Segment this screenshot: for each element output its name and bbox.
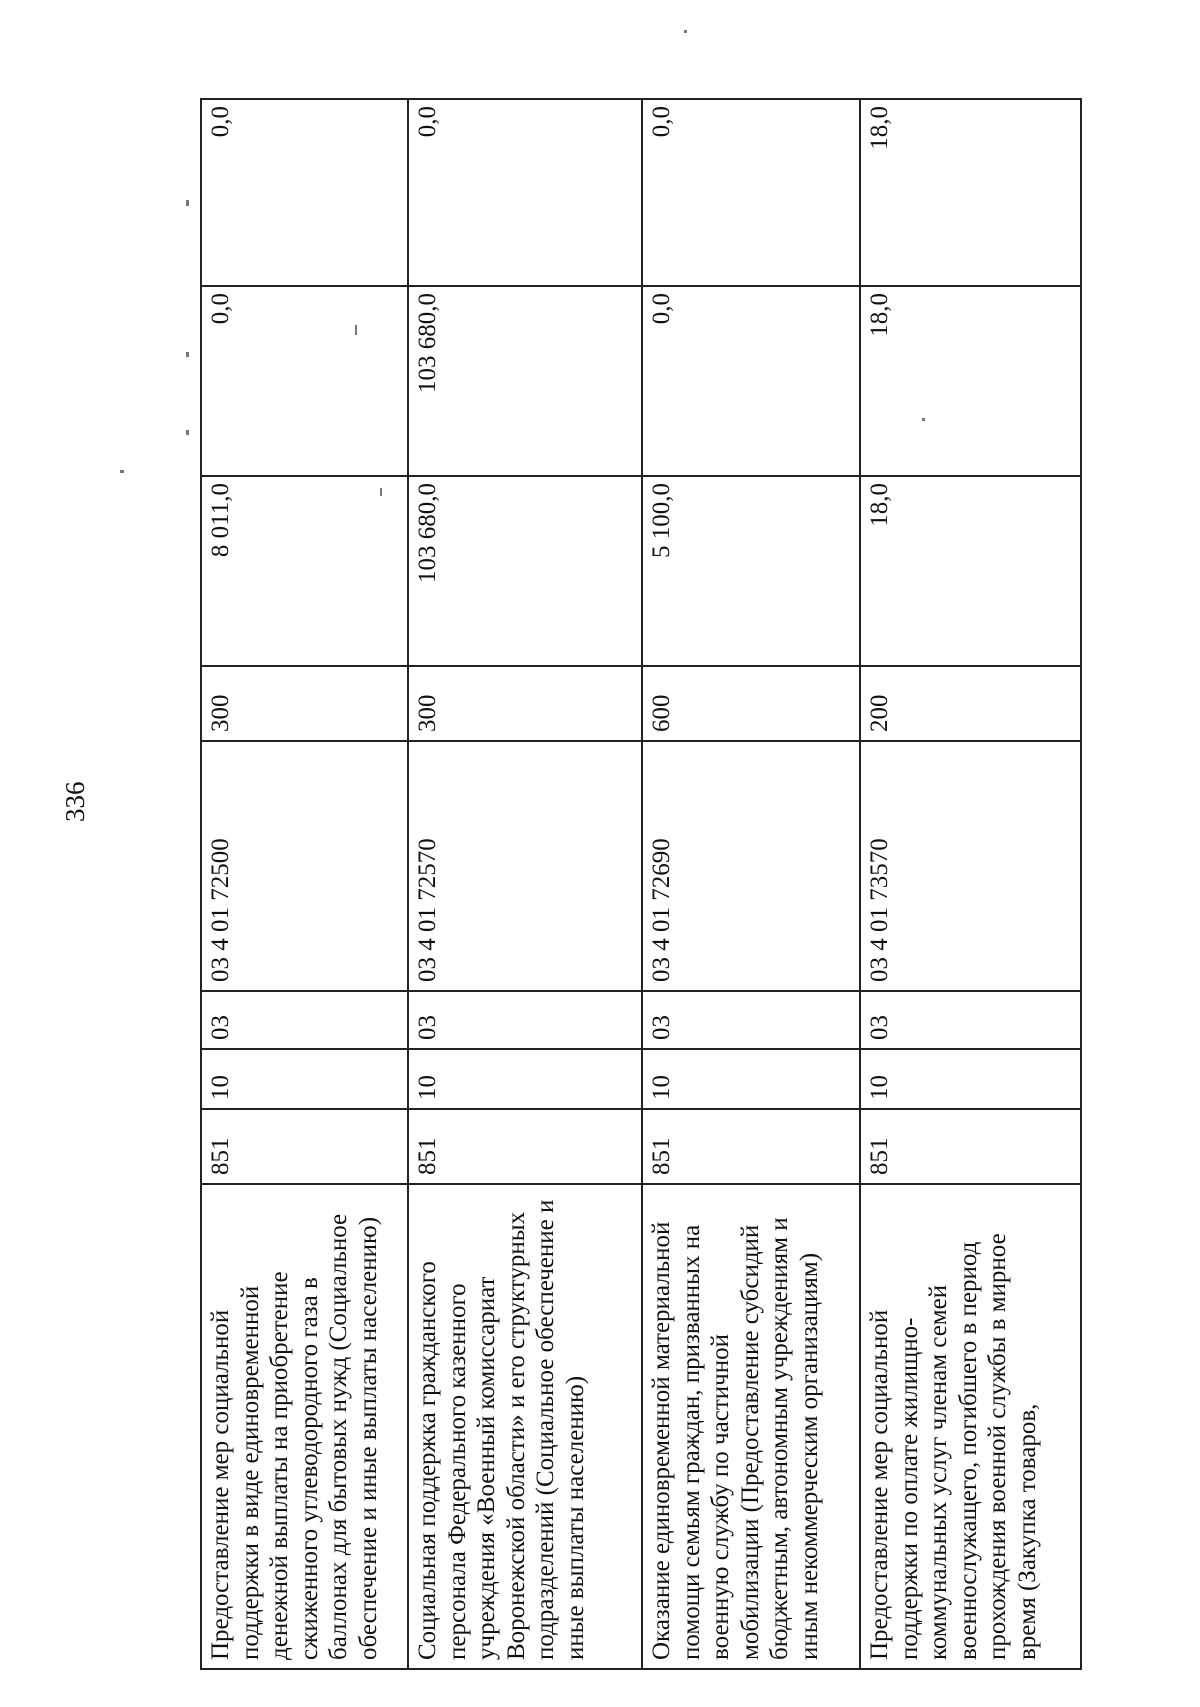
scan-speck [355, 325, 357, 335]
ministry-code: 851 [408, 1109, 642, 1184]
amount-1: 103 680,0 [408, 476, 642, 666]
expense-type-code: 200 [860, 666, 1081, 741]
section-code: 10 [201, 1049, 408, 1109]
amount-2: 103 680,0 [408, 286, 642, 476]
ministry-code: 851 [642, 1109, 860, 1184]
scan-speck [922, 418, 925, 421]
row-description: Оказание единовременной материальной помощи семьям граждан, призванных на военную службу по частичной мобилизации (Предоставление субсидий бюджетным, автономным учреждениям и иным некоммерческим организациям) [642, 1184, 860, 1669]
row-description: Предоставление мер социальной поддержки по оплате жилищно-коммунальных услуг членам семей военнослужащего, погибшего в период прохождения военной службы в мирное время (Закупка товаров, [860, 1184, 1081, 1669]
scan-speck [186, 352, 189, 357]
rotated-table-container [200, 100, 1080, 1670]
section-code: 10 [860, 1049, 1081, 1109]
target-article-code: 03 4 01 72690 [642, 741, 860, 991]
ministry-code: 851 [201, 1109, 408, 1184]
page-number: 336 [60, 781, 90, 822]
expense-type-code: 300 [201, 666, 408, 741]
amount-2: 18,0 [860, 286, 1081, 476]
amount-3: 0,0 [201, 99, 408, 286]
row-description: Предоставление мер социальной поддержки в виде единовременной денежной выплаты на приобретение сжиженного углеводородного газа в баллонах для бытовых нужд (Социальное обеспечение и иные выплаты населению) [201, 1184, 408, 1669]
budget-table [200, 98, 1082, 1670]
subsection-code: 03 [201, 991, 408, 1049]
row-description: Социальная поддержка гражданского персонала Федерального казенного учреждения «Военный комиссариат Воронежской области» и его структурных подразделений (Социальное обеспечение и иные выплаты населению) [408, 1184, 642, 1669]
section-code: 10 [642, 1049, 860, 1109]
table-row [642, 99, 860, 1669]
expense-type-code: 300 [408, 666, 642, 741]
ministry-code: 851 [860, 1109, 1081, 1184]
scan-speck [186, 200, 189, 206]
amount-2: 0,0 [642, 286, 860, 476]
target-article-code: 03 4 01 72570 [408, 741, 642, 991]
amount-3: 18,0 [860, 99, 1081, 286]
section-code: 10 [408, 1049, 642, 1109]
expense-type-code: 600 [642, 666, 860, 741]
subsection-code: 03 [642, 991, 860, 1049]
target-article-code: 03 4 01 72500 [201, 741, 408, 991]
amount-3: 0,0 [642, 99, 860, 286]
amount-1: 8 011,0 [201, 476, 408, 666]
scan-speck [684, 30, 687, 33]
amount-1: 18,0 [860, 476, 1081, 666]
scan-speck [186, 430, 189, 435]
scan-speck [120, 470, 124, 473]
scan-speck [380, 488, 382, 496]
target-article-code: 03 4 01 73570 [860, 741, 1081, 991]
subsection-code: 03 [860, 991, 1081, 1049]
table-row [201, 99, 408, 1669]
amount-3: 0,0 [408, 99, 642, 286]
amount-2: 0,0 [201, 286, 408, 476]
amount-1: 5 100,0 [642, 476, 860, 666]
table-row [860, 99, 1081, 1669]
table-row [408, 99, 642, 1669]
subsection-code: 03 [408, 991, 642, 1049]
